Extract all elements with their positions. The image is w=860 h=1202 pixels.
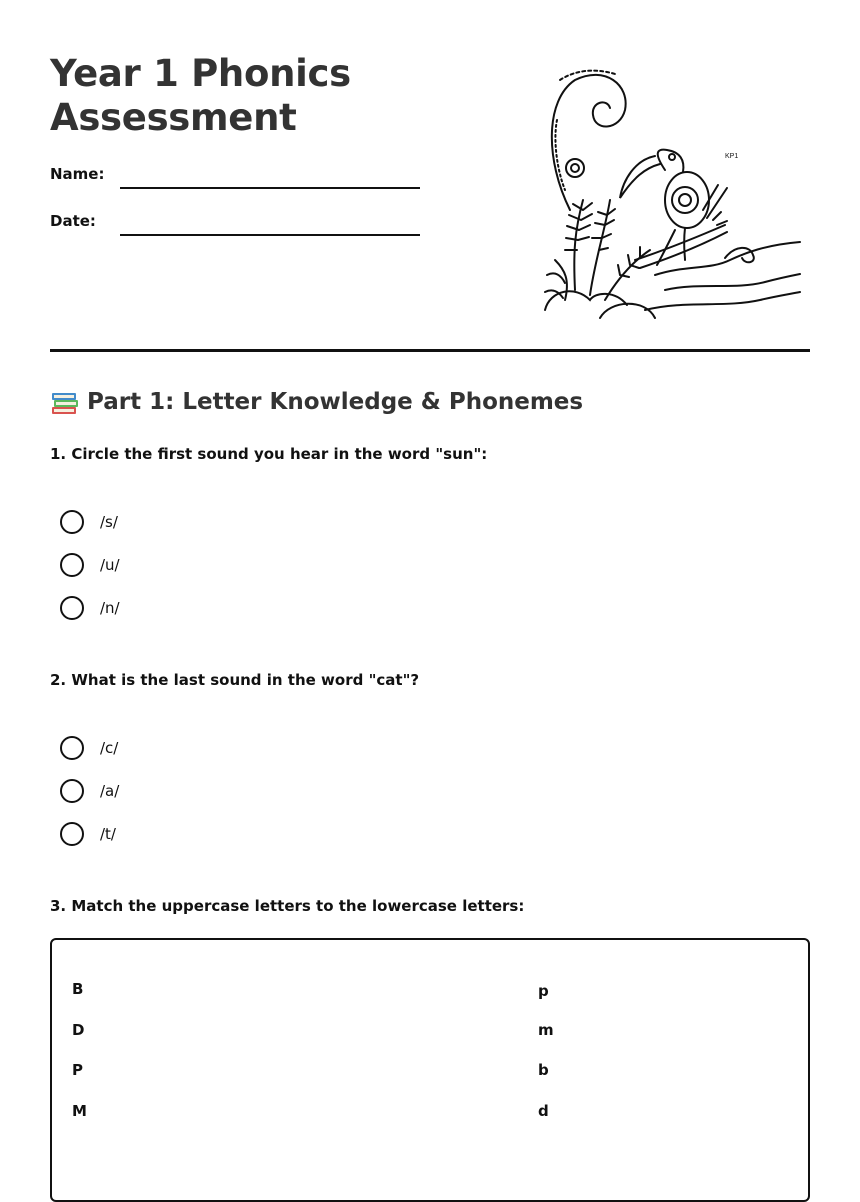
radio-button[interactable] (60, 510, 84, 534)
uppercase-letter[interactable]: D (72, 1021, 85, 1039)
matching-box (50, 938, 810, 1202)
option-label: /c/ (100, 739, 119, 757)
uppercase-letter[interactable]: P (72, 1061, 83, 1079)
date-input-line[interactable] (120, 234, 420, 236)
section-divider (50, 349, 810, 352)
question-1: 1. Circle the first sound you hear in the word "sun": (50, 445, 488, 463)
radio-button[interactable] (60, 553, 84, 577)
uppercase-letter[interactable]: M (72, 1102, 87, 1120)
date-label: Date: (50, 212, 96, 230)
toucan-koru-illustration-icon (535, 60, 810, 322)
lowercase-letter[interactable]: m (538, 1021, 554, 1039)
question-2: 2. What is the last sound in the word "cat"? (50, 671, 420, 689)
uppercase-letter[interactable]: B (72, 980, 84, 998)
option-label: /s/ (100, 513, 118, 531)
radio-button[interactable] (60, 596, 84, 620)
lowercase-letter[interactable]: b (538, 1061, 549, 1079)
option-item (60, 553, 120, 577)
lowercase-letter[interactable]: d (538, 1102, 549, 1120)
lowercase-letter[interactable]: p (538, 982, 549, 1000)
title-line-1: Year 1 Phonics (50, 52, 351, 95)
radio-button[interactable] (60, 822, 84, 846)
section-title: Part 1: Letter Knowledge & Phonemes (87, 389, 584, 415)
question-3: 3. Match the uppercase letters to the lowercase letters: (50, 897, 525, 915)
option-label: /a/ (100, 782, 120, 800)
option-label: /n/ (100, 599, 120, 617)
name-input-line[interactable] (120, 187, 420, 189)
books-icon (50, 388, 80, 416)
illustration-code: KP1 (725, 153, 739, 160)
option-label: /u/ (100, 556, 120, 574)
page-title (50, 52, 351, 140)
option-item (60, 779, 119, 803)
radio-button[interactable] (60, 779, 84, 803)
option-item (60, 736, 118, 760)
radio-button[interactable] (60, 736, 84, 760)
section-heading (50, 388, 583, 416)
name-label: Name: (50, 165, 105, 183)
option-item (60, 822, 116, 846)
title-line-2: Assessment (50, 96, 297, 139)
option-item (60, 510, 118, 534)
option-label: /t/ (100, 825, 116, 843)
option-item (60, 596, 120, 620)
